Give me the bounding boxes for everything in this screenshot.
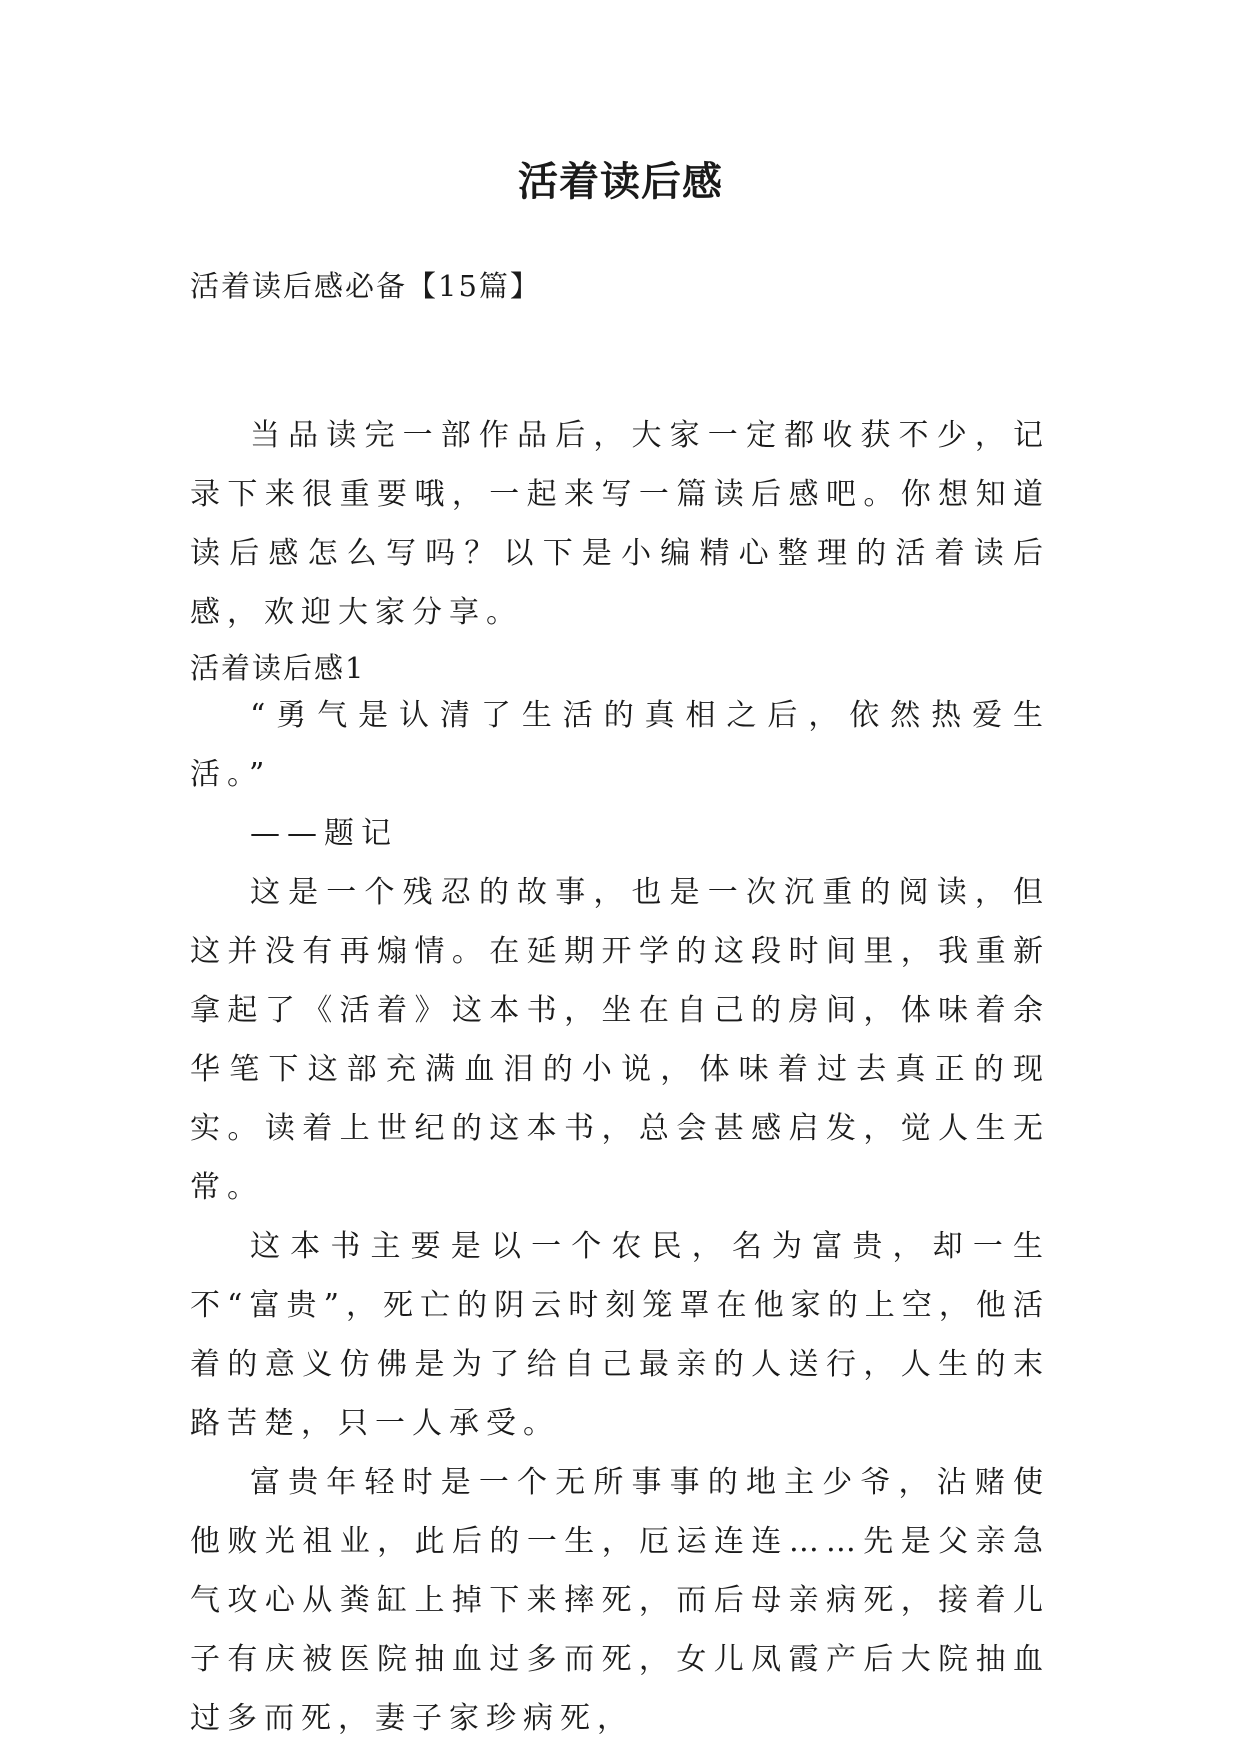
document-subtitle: 活着读后感必备【15篇】 [190, 269, 541, 303]
section-heading: 活着读后感1 [190, 651, 366, 685]
body-paragraph: 这是一个残忍的故事，也是一次沉重的阅读，但这并没有再煽情。在延期开学的这段时间里，我重新拿起了《活着》这本书，坐在自己的房间，体味着余华笔下这部充满血泪的小说，体味着过去真正的现实。读着上世纪的这本书，总会甚感启发，觉人生无常。 [190, 875, 1050, 1205]
body-paragraph: 这本书主要是以一个农民，名为富贵，却一生不“富贵”，死亡的阴云时刻笼罩在他家的上空，他活着的意义仿佛是为了给自己最亲的人送行，人生的末路苦楚，只一人承受。 [190, 1229, 1050, 1441]
body-paragraph: 富贵年轻时是一个无所事事的地主少爷，沾赌使他败光祖业，此后的一生，厄运连连……先是父亲急气攻心从粪缸上掉下来摔死，而后母亲病死，接着儿子有庆被医院抽血过多而死，女儿凤霞产后大院抽血过多而死，妻子家珍病死， [190, 1465, 1050, 1736]
section-body [190, 686, 1050, 1748]
document-title: 活着读后感 [518, 159, 723, 205]
epigraph-quote: “勇气是认清了生活的真相之后，依然热爱生活。” [190, 698, 1050, 792]
intro-paragraph: 当品读完一部作品后，大家一定都收获不少，记录下来很重要哦，一起来写一篇读后感吧。你想知道读后感怎么写吗？以下是小编精心整理的活着读后感，欢迎大家分享。 [190, 418, 1050, 630]
intro-block [190, 406, 1050, 642]
epigraph-attribution: ——题记 [250, 816, 398, 851]
